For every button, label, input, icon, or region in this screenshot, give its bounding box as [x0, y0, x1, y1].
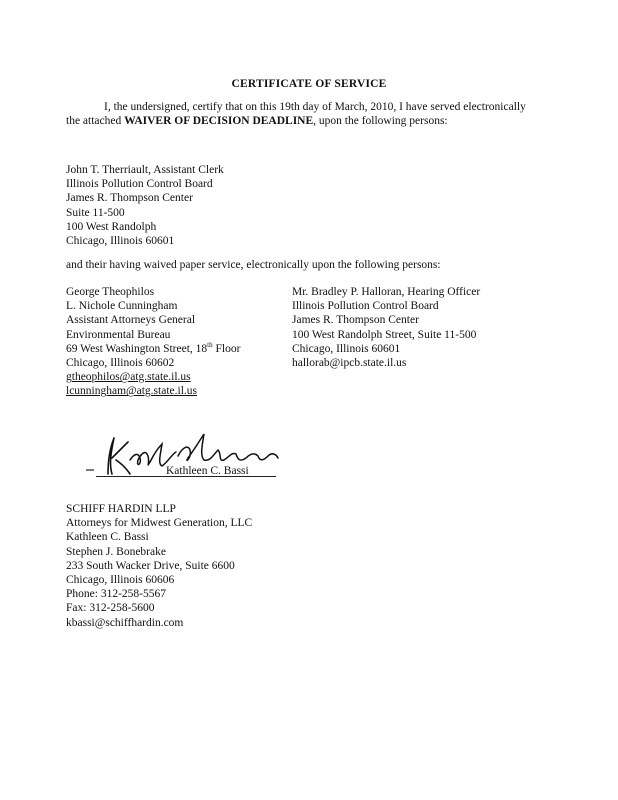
firm-name: SCHIFF HARDIN LLP	[66, 503, 176, 515]
firm-line: 233 South Wacker Drive, Suite 6600	[66, 559, 235, 572]
firm-block	[66, 502, 252, 630]
intro-text-after: , upon the following persons:	[313, 115, 448, 127]
contact-line: Environmental Bureau	[66, 328, 171, 341]
address-line: 100 West Randolph	[66, 220, 157, 233]
firm-email: kbassi@schiffhardin.com	[66, 616, 184, 629]
firm-fax: Fax: 312-258-5600	[66, 602, 155, 615]
street-ordinal-suffix: th	[207, 340, 213, 349]
right-contact-block	[292, 285, 480, 370]
address-line: Illinois Pollution Control Board	[66, 178, 213, 191]
contact-line: Mr. Bradley P. Halloran, Hearing Officer	[292, 286, 481, 298]
street-prefix: 69 West Washington Street, 18	[66, 342, 208, 355]
contact-line: James R. Thompson Center	[292, 314, 419, 327]
left-contact-block	[66, 285, 240, 399]
firm-line: Kathleen C. Bassi	[66, 531, 149, 544]
email-link[interactable]: lcunningham@atg.state.il.us	[66, 385, 197, 398]
contact-line: 100 West Randolph Street, Suite 11-500	[292, 328, 477, 341]
contact-line: Assistant Attorneys General	[66, 314, 196, 327]
contact-line: Illinois Pollution Control Board	[292, 300, 439, 313]
page-title: CERTIFICATE OF SERVICE	[231, 78, 387, 90]
firm-line: Stephen J. Bonebrake	[66, 545, 166, 558]
street-address	[66, 342, 240, 356]
waived-service-text: and their having waived paper service, electronically upon the following persons:	[66, 259, 441, 271]
contact-line: Chicago, Illinois 60601	[292, 342, 401, 355]
firm-line: Attorneys for Midwest Generation, LLC	[66, 517, 253, 530]
document-name: WAIVER OF DECISION DEADLINE	[124, 115, 314, 127]
firm-line: Chicago, Illinois 60606	[66, 574, 175, 587]
address-line: Suite 11-500	[66, 206, 125, 219]
street-suffix: Floor	[212, 342, 241, 355]
contact-email: hallorab@ipcb.state.il.us	[292, 357, 407, 370]
firm-phone: Phone: 312-258-5567	[66, 588, 166, 601]
intro-text-before: I, the undersigned, certify that on this 19th day of March, 2010, I have served electronically the attached	[66, 101, 526, 127]
recipient-address-block	[66, 163, 224, 248]
signature-area	[78, 430, 288, 490]
address-line: John T. Therriault, Assistant Clerk	[66, 164, 224, 176]
contact-line: L. Nichole Cunningham	[66, 300, 178, 313]
intro-paragraph	[66, 100, 536, 128]
email-link[interactable]: gtheophilos@atg.state.il.us	[66, 371, 191, 384]
address-line: Chicago, Illinois 60601	[66, 235, 175, 248]
signatory-name: Kathleen C. Bassi	[166, 465, 249, 477]
contact-line: George Theophilos	[66, 286, 155, 298]
address-line: James R. Thompson Center	[66, 192, 193, 205]
contact-line: Chicago, Illinois 60602	[66, 357, 175, 370]
